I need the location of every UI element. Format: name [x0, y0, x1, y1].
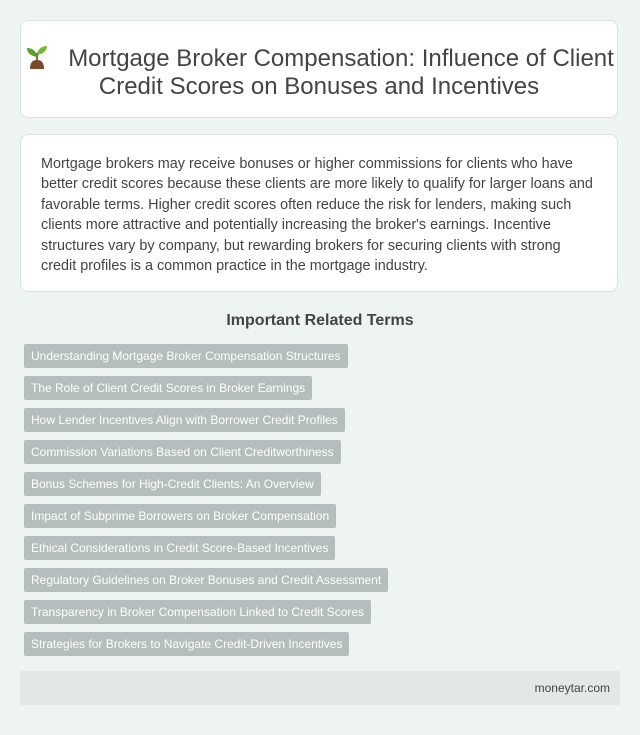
related-term-tag[interactable]: The Role of Client Credit Scores in Broker Earnings [24, 376, 312, 400]
page-title-text: Mortgage Broker Compensation: Influence of Client Credit Scores on Bonuses and Incentives [68, 45, 614, 100]
related-term-tag[interactable]: Transparency in Broker Compensation Linked to Credit Scores [24, 600, 371, 624]
related-term-tag[interactable]: Strategies for Brokers to Navigate Credit-Driven Incentives [24, 632, 349, 656]
summary-card [20, 134, 618, 292]
footer-site-link[interactable]: moneytar.com [534, 681, 610, 695]
header-card [20, 20, 618, 118]
related-term-tag[interactable]: Ethical Considerations in Credit Score-Based Incentives [24, 536, 335, 560]
related-terms-list [24, 344, 388, 664]
related-terms-heading: Important Related Terms [226, 312, 414, 329]
related-term-tag[interactable]: Commission Variations Based on Client Creditworthiness [24, 440, 341, 464]
related-term-tag[interactable]: Impact of Subprime Borrowers on Broker Compensation [24, 504, 336, 528]
related-term-tag[interactable]: Understanding Mortgage Broker Compensation Structures [24, 344, 348, 368]
related-term-tag[interactable]: Bonus Schemes for High-Credit Clients: An Overview [24, 472, 321, 496]
page-title [21, 21, 617, 101]
footer [20, 671, 620, 705]
related-term-tag[interactable]: Regulatory Guidelines on Broker Bonuses and Credit Assessment [24, 568, 388, 592]
related-term-tag[interactable]: How Lender Incentives Align with Borrower Credit Profiles [24, 408, 345, 432]
summary-text: Mortgage brokers may receive bonuses or higher commissions for clients who have better credit scores because these clients are more likely to qualify for larger loans and favorable terms. Higher credit scores often reduce the risk for lenders, making such clients more attractive and potentially increasing the broker's earnings. Incentive structures vary by company, but rewarding brokers for securing clients with strong credit profiles is a common practice in the mortgage industry. [41, 156, 593, 275]
seedling-icon [24, 43, 50, 69]
